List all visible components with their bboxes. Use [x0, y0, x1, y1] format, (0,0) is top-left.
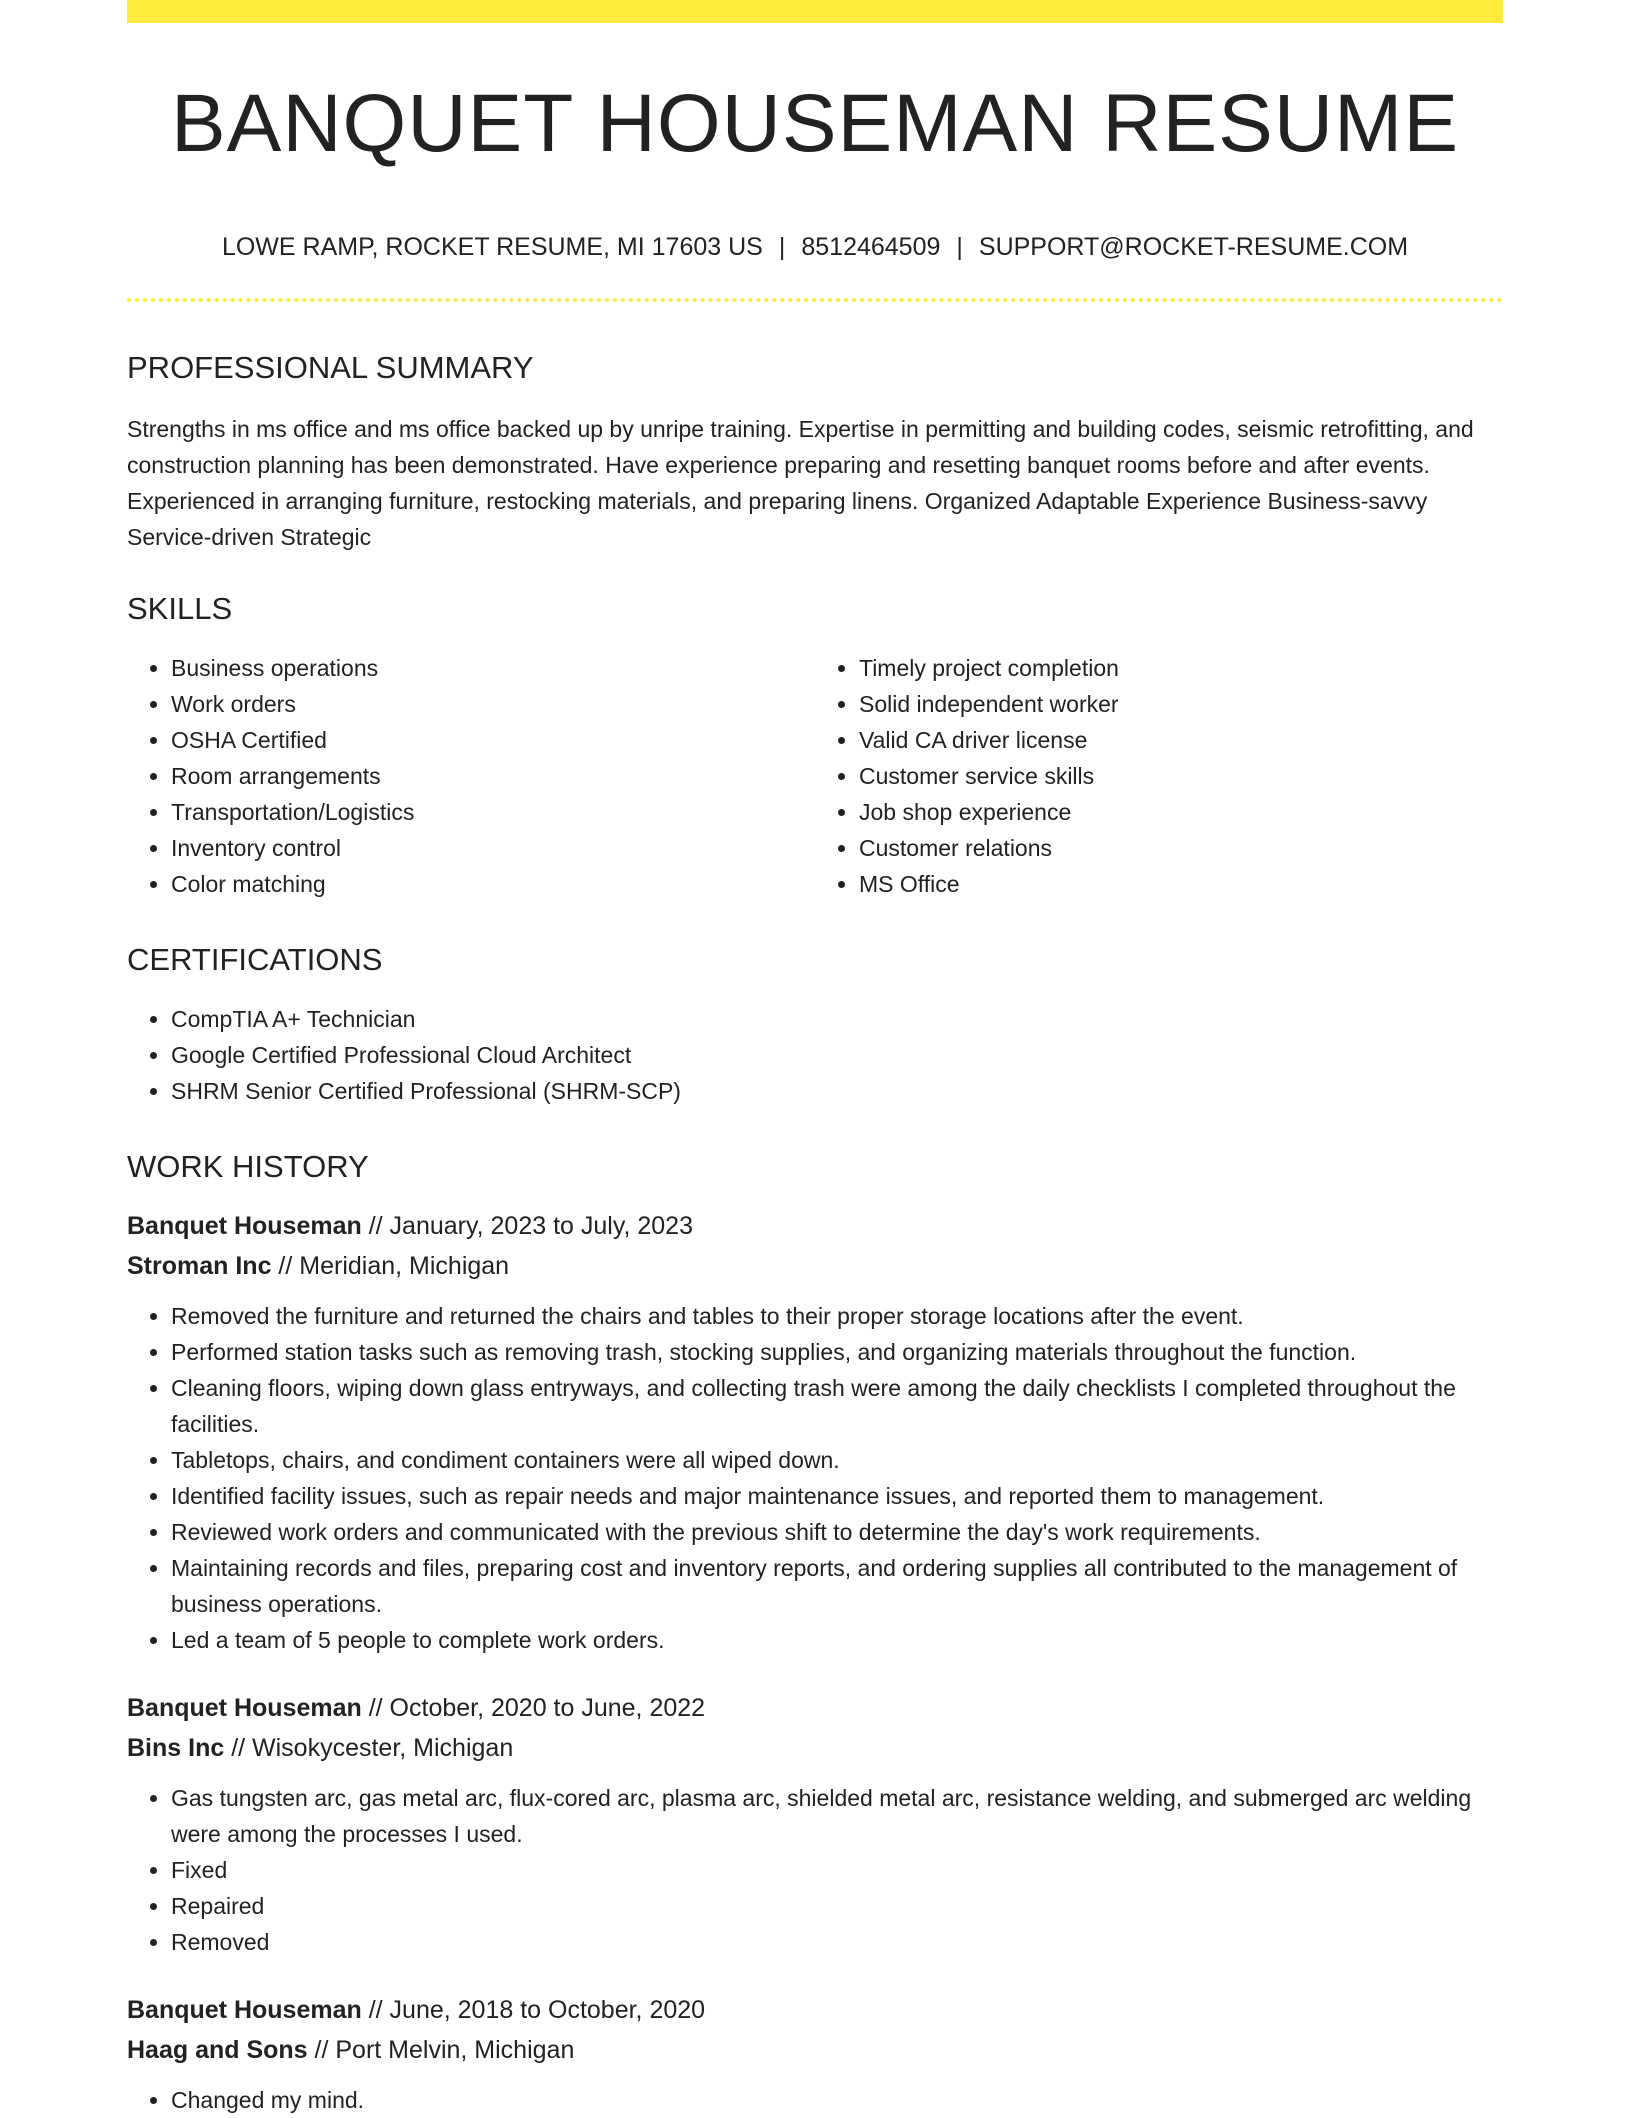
job-bullet: • Maintaining records and files, preparing cost and inventory reports, and ordering supplies all contributed to the management of business operations.: [171, 1550, 1503, 1622]
skill-item: • Job shop experience: [859, 794, 1503, 830]
contact-line: [127, 235, 1503, 260]
page-title: BANQUET HOUSEMAN RESUME: [170, 78, 1460, 169]
skills-columns: [127, 650, 1503, 902]
job-entry: [127, 1206, 1503, 1658]
job-company: Bins Inc: [127, 1734, 225, 1762]
job-bullet: • Repaired: [171, 1888, 1503, 1924]
job-bullet: • Led a team of 5 people to complete work orders.: [171, 1622, 1503, 1658]
job-location: // Wisokycester, Michigan: [224, 1734, 514, 1762]
skill-item: • Color matching: [171, 866, 815, 902]
skill-item: • Valid CA driver license: [859, 722, 1503, 758]
contact-address: LOWE RAMP, ROCKET RESUME, MI 17603 US: [221, 233, 763, 261]
certifications-list: [127, 1001, 1503, 1109]
job-title-line: [127, 1688, 1503, 1728]
job-bullet: • Performed station tasks such as removing trash, stocking supplies, and organizing materials throughout the function.: [171, 1334, 1503, 1370]
certification-item: • CompTIA A+ Technician: [171, 1001, 1503, 1037]
job-title-line: [127, 1990, 1503, 2030]
job-company: Haag and Sons: [127, 2036, 308, 2064]
job-company-line: [127, 1246, 1503, 1286]
contact-separator: |: [778, 233, 786, 261]
job-dates: // June, 2018 to October, 2020: [361, 1996, 706, 2024]
job-dates: // October, 2020 to June, 2022: [361, 1694, 706, 1722]
contact-separator: |: [956, 233, 963, 261]
job-company-line: [127, 2030, 1503, 2070]
skills-list-left: [127, 650, 815, 902]
job-location: // Meridian, Michigan: [271, 1252, 510, 1280]
job-bullet: • Removed the furniture and returned the chairs and tables to their proper storage locations after the event.: [171, 1298, 1503, 1334]
skill-item: • Work orders: [171, 686, 815, 722]
work-history-heading: WORK HISTORY: [127, 1149, 369, 1184]
job-bullets: [127, 1298, 1503, 1658]
skill-item: • Customer service skills: [859, 758, 1503, 794]
skills-list-right: [815, 650, 1503, 902]
certification-item: • SHRM Senior Certified Professional (SHRM-SCP): [171, 1073, 1503, 1109]
job-bullet: • Tabletops, chairs, and condiment containers were all wiped down.: [171, 1442, 1503, 1478]
job-bullet: • Cleaning floors, wiping down glass entryways, and collecting trash were among the daily checklists I completed throughout the facilities.: [171, 1370, 1503, 1442]
job-title: Banquet Houseman: [127, 1694, 362, 1722]
job-entry: [127, 1990, 1503, 2118]
job-company-line: [127, 1728, 1503, 1768]
contact-email[interactable]: SUPPORT@ROCKET-RESUME.COM: [978, 233, 1409, 261]
skill-item: • MS Office: [859, 866, 1503, 902]
summary-text: Strengths in ms office and ms office backed up by unripe training. Expertise in permitting and building codes, seismic retrofitting, and construction planning has been demonstrated. Have experience preparing and resetting banquet rooms before and after events. Experienced in arranging furniture, restocking materials, and preparing linens. Organized Adaptable Experience Business-savvy Service-driven Strategic: [127, 416, 1474, 550]
skill-item: • Solid independent worker: [859, 686, 1503, 722]
job-bullets: [127, 1780, 1503, 1960]
skill-item: • Inventory control: [171, 830, 815, 866]
certifications-heading: CERTIFICATIONS: [127, 942, 383, 977]
skill-item: • Business operations: [171, 650, 815, 686]
job-bullet: • Changed my mind.: [171, 2082, 1503, 2118]
job-bullet: • Identified facility issues, such as repair needs and major maintenance issues, and reported them to management.: [171, 1478, 1503, 1514]
job-dates: // January, 2023 to July, 2023: [361, 1212, 693, 1240]
job-title: Banquet Houseman: [127, 1212, 362, 1240]
skills-heading: SKILLS: [127, 591, 233, 626]
job-bullet: • Reviewed work orders and communicated with the previous shift to determine the day's work requirements.: [171, 1514, 1503, 1550]
skill-item: • Customer relations: [859, 830, 1503, 866]
summary-heading: PROFESSIONAL SUMMARY: [127, 350, 534, 385]
job-location: // Port Melvin, Michigan: [307, 2036, 575, 2064]
accent-bar: [127, 0, 1503, 23]
skill-item: • Room arrangements: [171, 758, 815, 794]
job-title-line: [127, 1206, 1503, 1246]
skill-item: • Timely project completion: [859, 650, 1503, 686]
contact-phone: 8512464509: [801, 233, 941, 261]
skill-item: • Transportation/Logistics: [171, 794, 815, 830]
job-bullet: • Gas tungsten arc, gas metal arc, flux-cored arc, plasma arc, shielded metal arc, resistance welding, and submerged arc welding were among the processes I used.: [171, 1780, 1503, 1852]
job-bullets: [127, 2082, 1503, 2118]
dotted-divider: [127, 298, 1503, 302]
job-entry: [127, 1688, 1503, 1960]
certification-item: • Google Certified Professional Cloud Architect: [171, 1037, 1503, 1073]
job-bullet: • Fixed: [171, 1852, 1503, 1888]
job-title: Banquet Houseman: [127, 1996, 362, 2024]
job-bullet: • Removed: [171, 1924, 1503, 1960]
skill-item: • OSHA Certified: [171, 722, 815, 758]
job-company: Stroman Inc: [127, 1252, 272, 1280]
resume-page: [127, 0, 1503, 2118]
